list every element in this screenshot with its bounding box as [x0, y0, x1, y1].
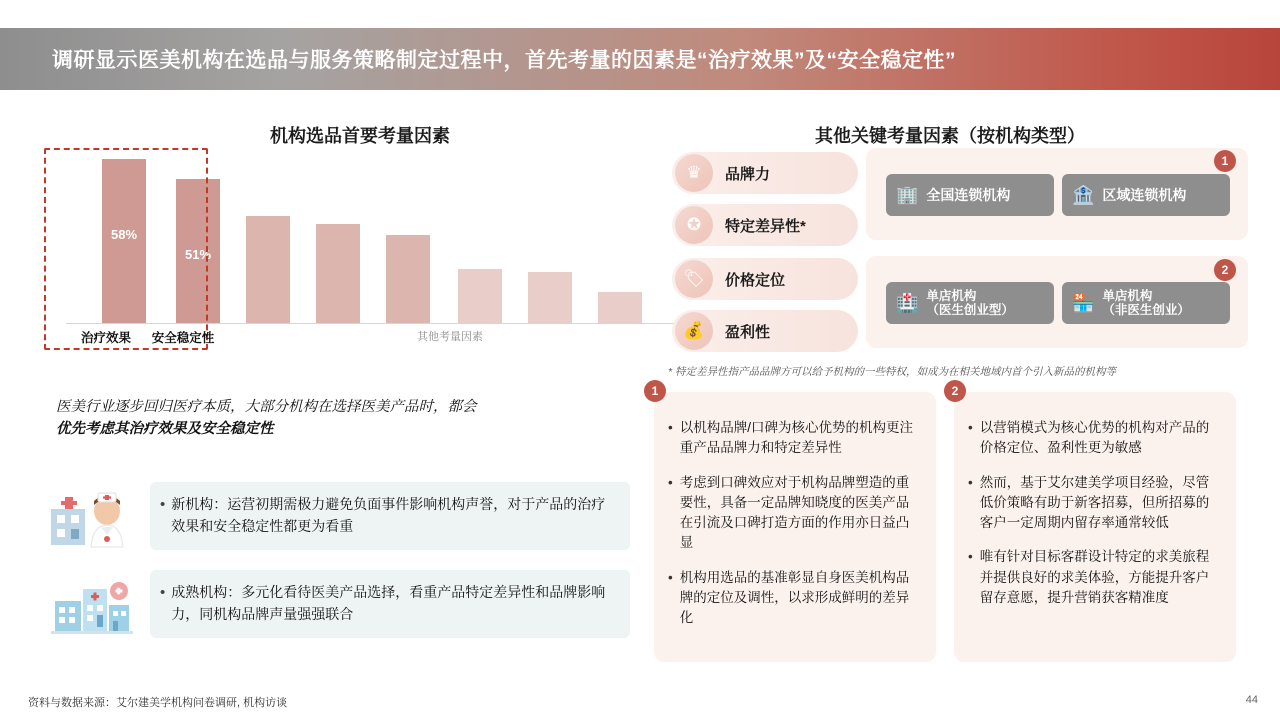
factor-pill-price[interactable]	[672, 258, 858, 300]
org-card-national-chain-label: 全国连锁机构	[926, 187, 1011, 203]
insight-box-2	[951, 384, 1236, 662]
chart-highlight-box	[44, 148, 208, 350]
insight-box-1-list	[668, 418, 920, 628]
building-icon: 🏦	[1072, 185, 1095, 205]
org-card-regional-chain-label: 区域连锁机构	[1102, 187, 1187, 203]
chart-bar-value: 51%	[184, 247, 212, 262]
chart-bar	[528, 272, 572, 323]
left-callout-mature-org-text	[150, 570, 630, 637]
building-icon: 🏢	[896, 185, 919, 205]
hospital-illustration	[46, 568, 138, 640]
list-item: • 以机构品牌/口碑为核心优势的机构更注重产品品牌力和特定差异性	[668, 420, 913, 456]
org-card-single-nondoctor[interactable]	[1062, 282, 1230, 324]
list-item: • 考虑到口碑效应对于机构品牌塑造的重要性，具备一定品牌知晓度的医美产品在引流及口碑打造方面的作用亦日益凸显	[668, 474, 910, 551]
list-item: • 然而，基于艾尔建美学项目经验，尽管低价策略有助于新客招募，但所招募的客户一定周期内留存率通常较低	[968, 474, 1210, 530]
right-section-title: 其他关键考量因素（按机构类型）	[815, 126, 1085, 146]
left-callout-new-org	[46, 480, 630, 552]
insight-box-1	[651, 384, 936, 662]
left-callout-mature-org-content: 成熟机构：多元化看待医美产品选择，看重产品特定差异性和品牌影响力，同机构品牌声量强强联合	[171, 584, 606, 622]
bar-chart	[40, 148, 660, 348]
chart-category-label: 安全稳定性	[151, 331, 215, 345]
left-quote-line1: 医美行业逐步回归医疗本质，大部分机构在选择医美产品时，都会	[56, 399, 477, 415]
list-item: • 以营销模式为核心优势的机构对产品的价格定位、盈利性更为敏感	[968, 420, 1210, 456]
insight-box-2-badge: 2	[944, 380, 966, 402]
right-footnote: * 特定差异性指产品品牌方可以给予机构的一些特权，如成为在相关地域内首个引入新品的机构等	[668, 366, 1117, 378]
org-card-regional-chain[interactable]	[1062, 174, 1230, 216]
page-title: 调研显示医美机构在选品与服务策略制定过程中，首先考量的因素是“治疗效果”及“安全稳定性”	[52, 49, 956, 72]
list-item: • 机构用选品的基准彰显自身医美机构品牌的定位及调性，以求形成鲜明的差异化	[668, 569, 910, 625]
header-band	[0, 28, 1280, 90]
clinic-icon: 🏥	[896, 293, 919, 313]
price-tag-icon: 🏷	[675, 260, 713, 298]
store-icon: 🏪	[1072, 293, 1095, 313]
list-item: • 唯有针对目标客群设计特定的求美旅程并提供良好的求美体验，方能提升客户留存意愿，提升营销获客精准度	[968, 549, 1210, 605]
factor-pill-brand[interactable]	[672, 152, 858, 194]
left-quote-line2: 优先考虑其治疗效果及安全稳定性	[56, 421, 274, 438]
chart-bar	[246, 216, 290, 323]
chart-category-label: 治疗效果	[80, 331, 131, 345]
chart-bar	[458, 269, 502, 323]
left-callout-mature-org	[46, 568, 630, 640]
chart-other-axis-label: 其他考量因素	[417, 331, 483, 343]
org-card-single-nondoctor-label: 单店机构 （非医生创业）	[1102, 288, 1190, 317]
medal-icon: ♛	[675, 154, 713, 192]
left-quote	[56, 396, 636, 441]
chart-bar-value: 58%	[110, 227, 138, 242]
left-callout-new-org-content: 新机构：运营初期需极力避免负面事件影响机构声誉，对于产品的治疗效果和安全稳定性都更为看重	[171, 496, 606, 534]
chart-bar	[598, 292, 642, 323]
chart-bar	[386, 235, 430, 323]
left-section-title: 机构选品首要考量因素	[270, 126, 450, 146]
star-icon: ✪	[675, 206, 713, 244]
bullet-dot: •	[160, 496, 166, 514]
chart-bar	[316, 224, 360, 323]
nurse-illustration	[46, 480, 138, 552]
badge-group-1: 1	[1214, 150, 1236, 172]
left-callout-new-org-text	[150, 482, 630, 549]
org-card-single-doctor-label: 单店机构 （医生创业型）	[926, 288, 1014, 317]
factor-pill-differentiation-label: 特定差异性*	[725, 217, 806, 235]
page-number: 44	[1245, 694, 1258, 706]
source-note: 资料与数据来源：艾尔建美学机构问卷调研, 机构访谈	[28, 697, 288, 709]
factor-pill-price-label: 价格定位	[725, 271, 786, 289]
money-bag-icon: 💰	[675, 312, 713, 350]
org-card-national-chain[interactable]	[886, 174, 1054, 216]
bullet-dot: •	[160, 584, 166, 602]
factor-pill-profit-label: 盈利性	[725, 323, 771, 341]
insight-box-1-badge: 1	[644, 380, 666, 402]
factor-pill-differentiation[interactable]	[672, 204, 858, 246]
badge-group-2: 2	[1214, 259, 1236, 281]
factor-pill-profit[interactable]	[672, 310, 858, 352]
factor-pill-brand-label: 品牌力	[725, 165, 771, 183]
insight-box-2-list	[968, 418, 1220, 608]
org-card-single-doctor[interactable]	[886, 282, 1054, 324]
